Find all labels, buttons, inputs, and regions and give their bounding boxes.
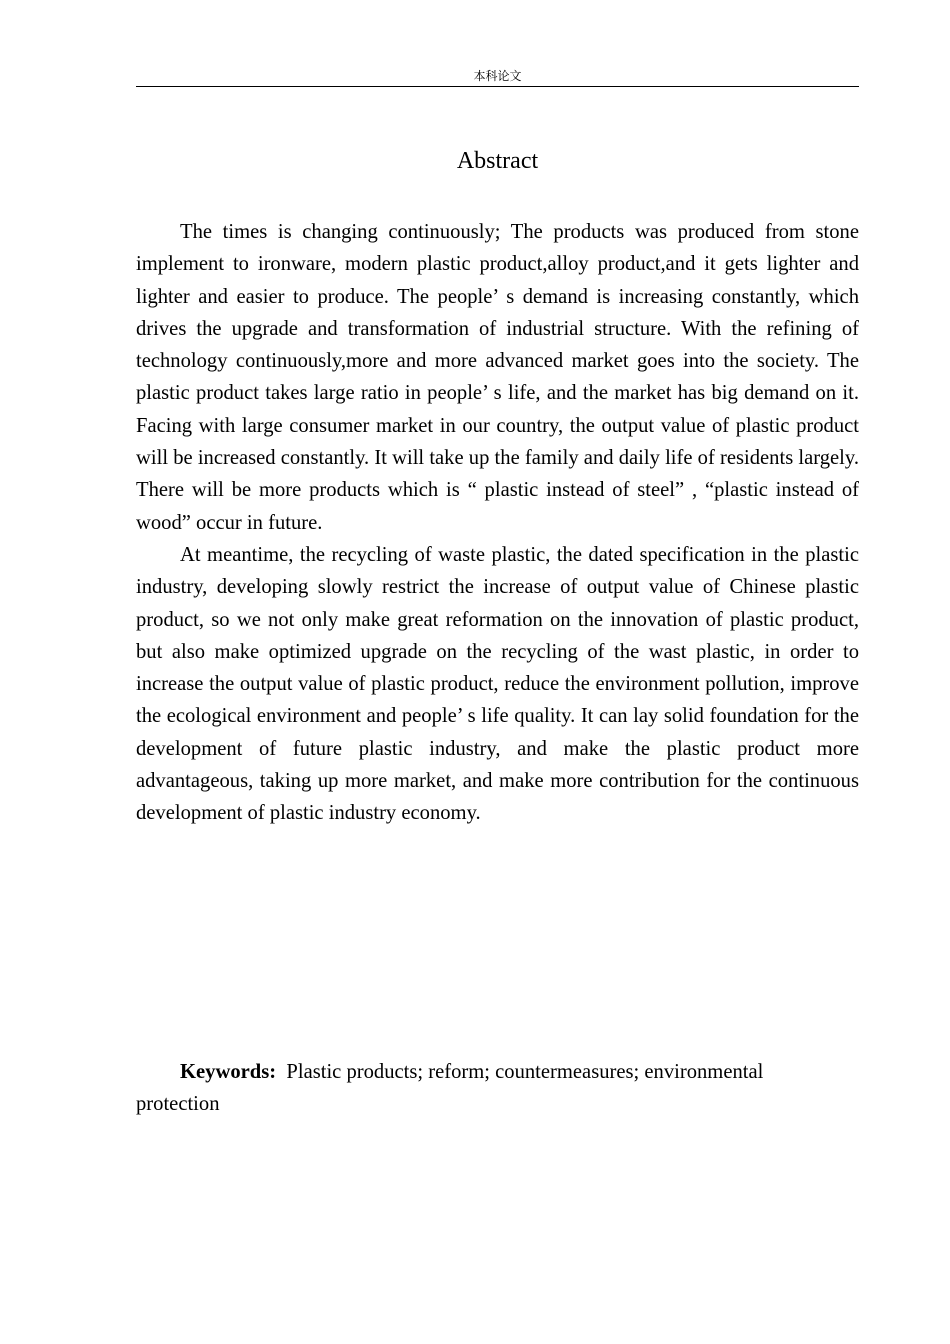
abstract-body — [136, 216, 859, 830]
header-text: 本科论文 — [473, 69, 522, 83]
abstract-title: Abstract — [456, 148, 539, 174]
abstract-paragraph-2: At meantime, the recycling of waste plastic, the dated specification in the plastic industry, developing slowly restrict the increase of output value of Chinese plastic product, so we not only make great reformation on the innovation of plastic product, but also make optimized upgrade on the recycling of the wast plastic, in order to increase the output value of plastic product, reduce the environment pollution, improve the ecological environment and people’ s life quality. It can lay solid foundation for the development of future plastic industry, and make the plastic product more advantageous, taking up more market, and make more contribution for the continuous development of plastic industry economy. — [136, 543, 859, 825]
keywords-label: Keywords: — [180, 1061, 277, 1083]
page-header — [136, 66, 859, 87]
keywords-text: Plastic products; reform; countermeasures; environmental protection — [136, 1061, 764, 1116]
keywords-section — [136, 1056, 826, 1121]
abstract-paragraph-1: The times is changing continuously; The products was produced from stone implement to ironware, modern plastic product,alloy product,and it gets lighter and lighter and easier to produce. The people’ s demand is increasing constantly, which drives the upgrade and transformation of industrial structure. With the refining of technology continuously,more and more advanced market goes into the society. The plastic product takes large ratio in people’ s life, and the market has big demand on it. Facing with large consumer market in our country, the output value of plastic product will be increased constantly. It will take up the family and daily life of residents largely. There will be more products which is “ plastic instead of steel” , “plastic instead of wood” occur in future. — [136, 221, 859, 534]
